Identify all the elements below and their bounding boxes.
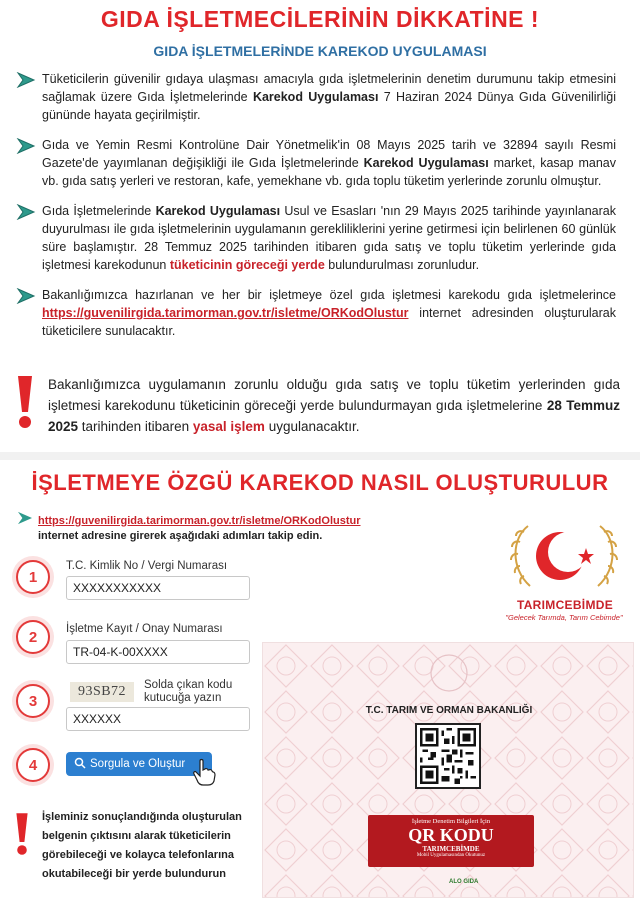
qr-poster <box>262 642 634 898</box>
chevron-right-icon <box>16 511 34 530</box>
search-icon <box>74 757 86 772</box>
url-row <box>16 511 361 530</box>
field-label: İşletme Kayıt / Onay Numarası <box>66 623 223 635</box>
banner-brand: TARIMCEBİMDE <box>422 845 480 853</box>
captcha-input[interactable]: XXXXXX <box>66 707 250 731</box>
text-run: tarihinden itibaren <box>78 419 193 434</box>
warning-text <box>48 374 620 437</box>
chevron-right-icon <box>16 202 42 274</box>
pointer-hand-icon <box>192 758 216 791</box>
button-label: Sorgula ve Oluştur <box>90 758 186 770</box>
text-run: bulundurulması zorunludur. <box>324 258 480 272</box>
chevron-right-icon <box>16 136 42 190</box>
qr-code <box>415 723 481 789</box>
step-number: 2 <box>16 620 50 654</box>
chevron-right-icon <box>16 70 42 124</box>
ministry-name: T.C. TARIM VE ORMAN BAKANLIĞI <box>365 705 533 716</box>
alo-gida-label: ALO GIDA <box>449 879 479 885</box>
exclamation-icon <box>10 374 48 437</box>
section-title: İŞLETMEYE ÖZGÜ KAREKOD NASIL OLUŞTURULUR <box>31 470 609 495</box>
text-run: Bakanlığımızca uygulamanın zorunlu olduğu gıda satış ve toplu tüketim yerlerinden gıda işletmesi karekodunu tüketicinin göreceği yerde bulundurmayan gıda işletmelerine <box>48 377 620 413</box>
step-number: 1 <box>16 560 50 594</box>
field-label: T.C. Kimlik No / Vergi Numarası <box>66 560 228 572</box>
text-run: Karekod Uygulaması <box>363 156 489 170</box>
page-title: GIDA İŞLETMECİLERİNİN DİKKATİNE ! <box>100 6 540 32</box>
bullet-list <box>16 70 616 352</box>
bullet-text <box>42 136 616 190</box>
text-run: Gıda İşletmelerinde <box>42 204 156 218</box>
text-run: uygulanacaktır. <box>264 419 360 434</box>
final-note-text: İşleminiz sonuçlandığında oluşturulan belgenin çıktısını alarak tüketicilerin görebileceği ve kolayca telefonlarına okutabileceği bir yerde bulundurun <box>42 811 242 880</box>
step-number: 3 <box>16 684 50 718</box>
text-run: Gıda ve Yemin Resmi Kontrolüne Dair Yönetmelik'in 08 Mayıs 2025 tarih ve 32894 sayılı Resmi Gazete'de yayımlanan değişikliği ile Gıda İşletmelerinde <box>42 138 616 170</box>
page-subtitle: GIDA İŞLETMELERİNDE KAREKOD UYGULAMASI <box>153 43 487 59</box>
website-link[interactable]: https://guvenilirgida.tarimorman.gov.tr/isletme/ORKodOlustur <box>42 306 409 320</box>
captcha-image: 93SB72 <box>70 682 134 702</box>
banner-subtext: Mobil Uygulamasından Okutunuz <box>416 853 486 858</box>
text-run: Tüketicilerin güvenilir gıdaya ulaşması amacıyla gıda işletmelerinin denetim durumunu takip etmesini sağlamak üzere Gıda İşletmelerinde <box>42 72 616 104</box>
query-and-create-button[interactable] <box>66 752 212 776</box>
banner-title: QR KODU <box>408 825 494 845</box>
step-number: 4 <box>16 748 50 782</box>
text-run: Bakanlığımızca hazırlanan ve her bir işletmeye özel gıda işletmesi karekodu gıda işletmelerince <box>42 288 616 302</box>
text-run: Karekod Uygulaması <box>155 204 281 218</box>
text-run: Usul ve Esasları 'nın 29 Mayıs 2025 tarihinde yayınlanarak duyurulması ile gıda işletmelerinin uygulamanın gerekliliklerini yerine getirmesi için belirlenen 60 günlük süre başlamıştır. 28 Temmuz 2025 tarihinden itibaren gıda satış ve toplu tüketim yerlerinde gıda işletmesi karekodunun <box>42 204 616 272</box>
warning-block <box>10 374 620 437</box>
captcha-label: Solda çıkan kodu kutucuğa yazın <box>144 679 233 704</box>
brand-name: TARIMCEBİMDE <box>516 598 614 612</box>
list-item <box>16 202 616 274</box>
bullet-text <box>42 286 616 340</box>
text-run: internet adresinden oluşturularak tüketicilere sunulacaktır. <box>42 306 616 338</box>
registration-number-input[interactable]: TR-04-K-00XXXX <box>66 640 250 664</box>
text-run: 28 Temmuz 2025 <box>48 398 620 434</box>
brand-slogan: "Gelecek Tarımda, Tarım Cebimde" <box>505 613 623 622</box>
text-run: Karekod Uygulaması <box>252 90 379 104</box>
qr-banner <box>368 815 534 867</box>
text-run: tüketicinin göreceği yerde <box>169 258 325 272</box>
list-item <box>16 286 616 340</box>
section-divider <box>0 452 640 460</box>
text-run: yasal işlem <box>192 419 265 434</box>
bullet-text <box>42 70 616 124</box>
banner-small-text: İşletme Denetim Bilgileri İçin <box>411 818 491 825</box>
text-run: market, kasap manav vb. gıda satış yerleri ve restoran, kafe, yemekhane vb. gıda toplu tüketim yerlerinde zorunlu olmuştur. <box>42 156 617 188</box>
list-item <box>16 136 616 190</box>
text-run: 7 Haziran 2024 Dünya Gıda Güvenilirliği gününde hayata geçirilmiştir. <box>42 90 616 122</box>
chevron-right-icon <box>16 286 42 340</box>
final-note-block <box>10 808 260 884</box>
list-item <box>16 70 616 124</box>
exclamation-icon <box>10 808 42 884</box>
tc-number-input[interactable]: XXXXXXXXXXX <box>66 576 250 600</box>
bullet-text <box>42 202 616 274</box>
website-link[interactable]: https://guvenilirgida.tarimorman.gov.tr/isletme/ORKodOlustur <box>38 514 361 527</box>
instruction-text: internet adresine girerek aşağıdaki adımları takip edin. <box>38 530 323 542</box>
